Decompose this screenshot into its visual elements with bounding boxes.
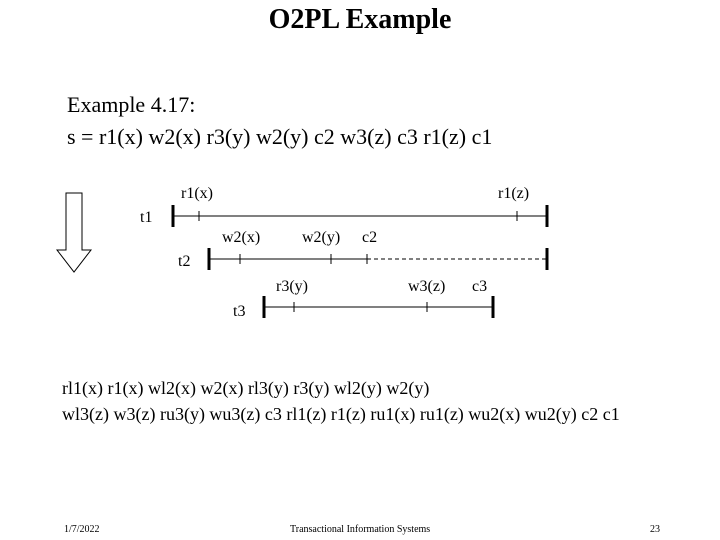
op-r3y-label: r3(y) [276,278,308,295]
op-r1z-label: r1(z) [498,185,530,202]
page-number: 23 [650,524,660,535]
op-c2-label: c2 [362,229,378,246]
t2-label: t2 [178,253,191,270]
t1-label: t1 [140,209,153,226]
time-arrow-icon [57,193,91,272]
op-c3-label: c3 [472,278,488,295]
slide-title: O2PL Example [268,4,452,35]
schedule-text: s = r1(x) w2(x) r3(y) w2(y) c2 w3(z) c3 r1(z) c1 [67,124,493,149]
operation-sequence-line-2: wl3(z) w3(z) ru3(y) wu3(z) c3 rl1(z) r1(z) ru1(x) ru1(z) wu2(x) wu2(y) c2 c1 [62,404,620,424]
footer-title: Transactional Information Systems [290,524,431,535]
op-w3z-label: w3(z) [408,278,446,295]
op-w2x-label: w2(x) [222,229,261,246]
op-r1x-label: r1(x) [181,185,213,202]
footer-date: 1/7/2022 [64,524,100,535]
op-w2y-label: w2(y) [302,229,341,246]
operation-sequence-line-1: rl1(x) r1(x) wl2(x) w2(x) rl3(y) r3(y) wl2(y) w2(y) [62,378,430,398]
t3-label: t3 [233,303,246,320]
example-heading: Example 4.17: [67,92,196,117]
